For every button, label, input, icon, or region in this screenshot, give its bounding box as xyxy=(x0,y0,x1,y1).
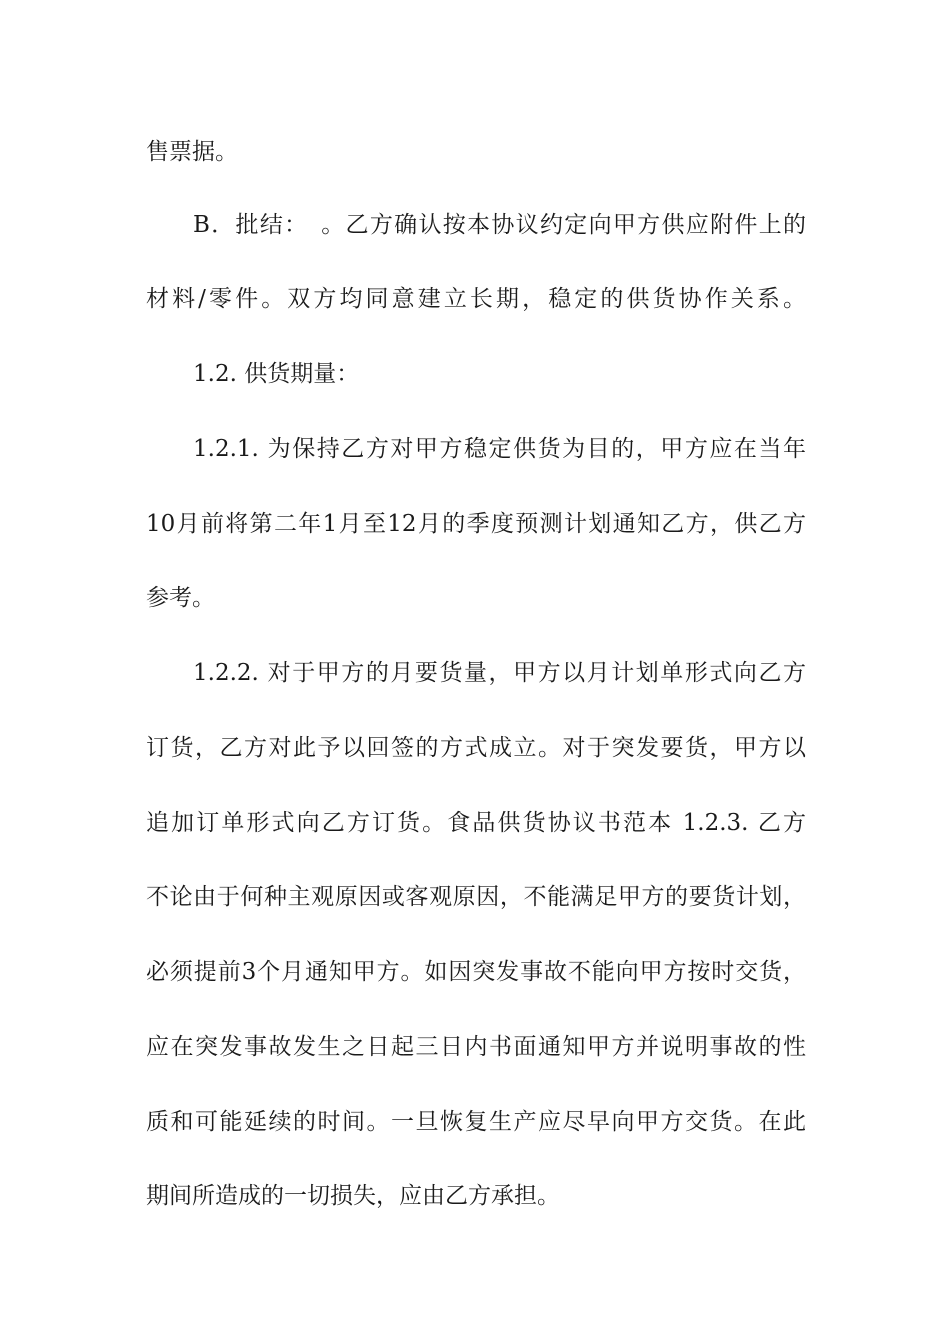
text-line: 售票据。 xyxy=(146,139,238,165)
text-line: 应在突发事故发生之日起三日内书面通知甲方并说明事故的性 xyxy=(146,1034,806,1060)
text-line: 必须提前3个月通知甲方。如因突发事故不能向甲方按时交货， xyxy=(146,959,806,985)
text-line: 参考。 xyxy=(146,585,215,611)
section-heading: 1.2. 供货期量： xyxy=(193,361,360,387)
text-line: 1.2.2. 对于甲方的月要货量，甲方以月计划单形式向乙方 xyxy=(193,660,806,686)
text-line: 10月前将第二年1月至12月的季度预测计划通知乙方，供乙方 xyxy=(146,511,806,537)
text-line: 订货，乙方对此予以回签的方式成立。对于突发要货，甲方以 xyxy=(146,735,806,761)
text-line: 质和可能延续的时间。一旦恢复生产应尽早向甲方交货。在此 xyxy=(146,1109,806,1135)
text-line: 不论由于何种主观原因或客观原因，不能满足甲方的要货计划， xyxy=(146,884,806,910)
text-line: 1.2.1. 为保持乙方对甲方稳定供货为目的，甲方应在当年 xyxy=(193,436,806,462)
text-line: 追加订单形式向乙方订货。食品供货协议书范本 1.2.3. 乙方 xyxy=(146,810,806,836)
text-line: B．批结： 。乙方确认按本协议约定向甲方供应附件上的 xyxy=(193,212,806,238)
text-line: 材料/零件。双方均同意建立长期，稳定的供货协作关系。 xyxy=(146,286,806,312)
text-line: 期间所造成的一切损失，应由乙方承担。 xyxy=(146,1183,560,1209)
